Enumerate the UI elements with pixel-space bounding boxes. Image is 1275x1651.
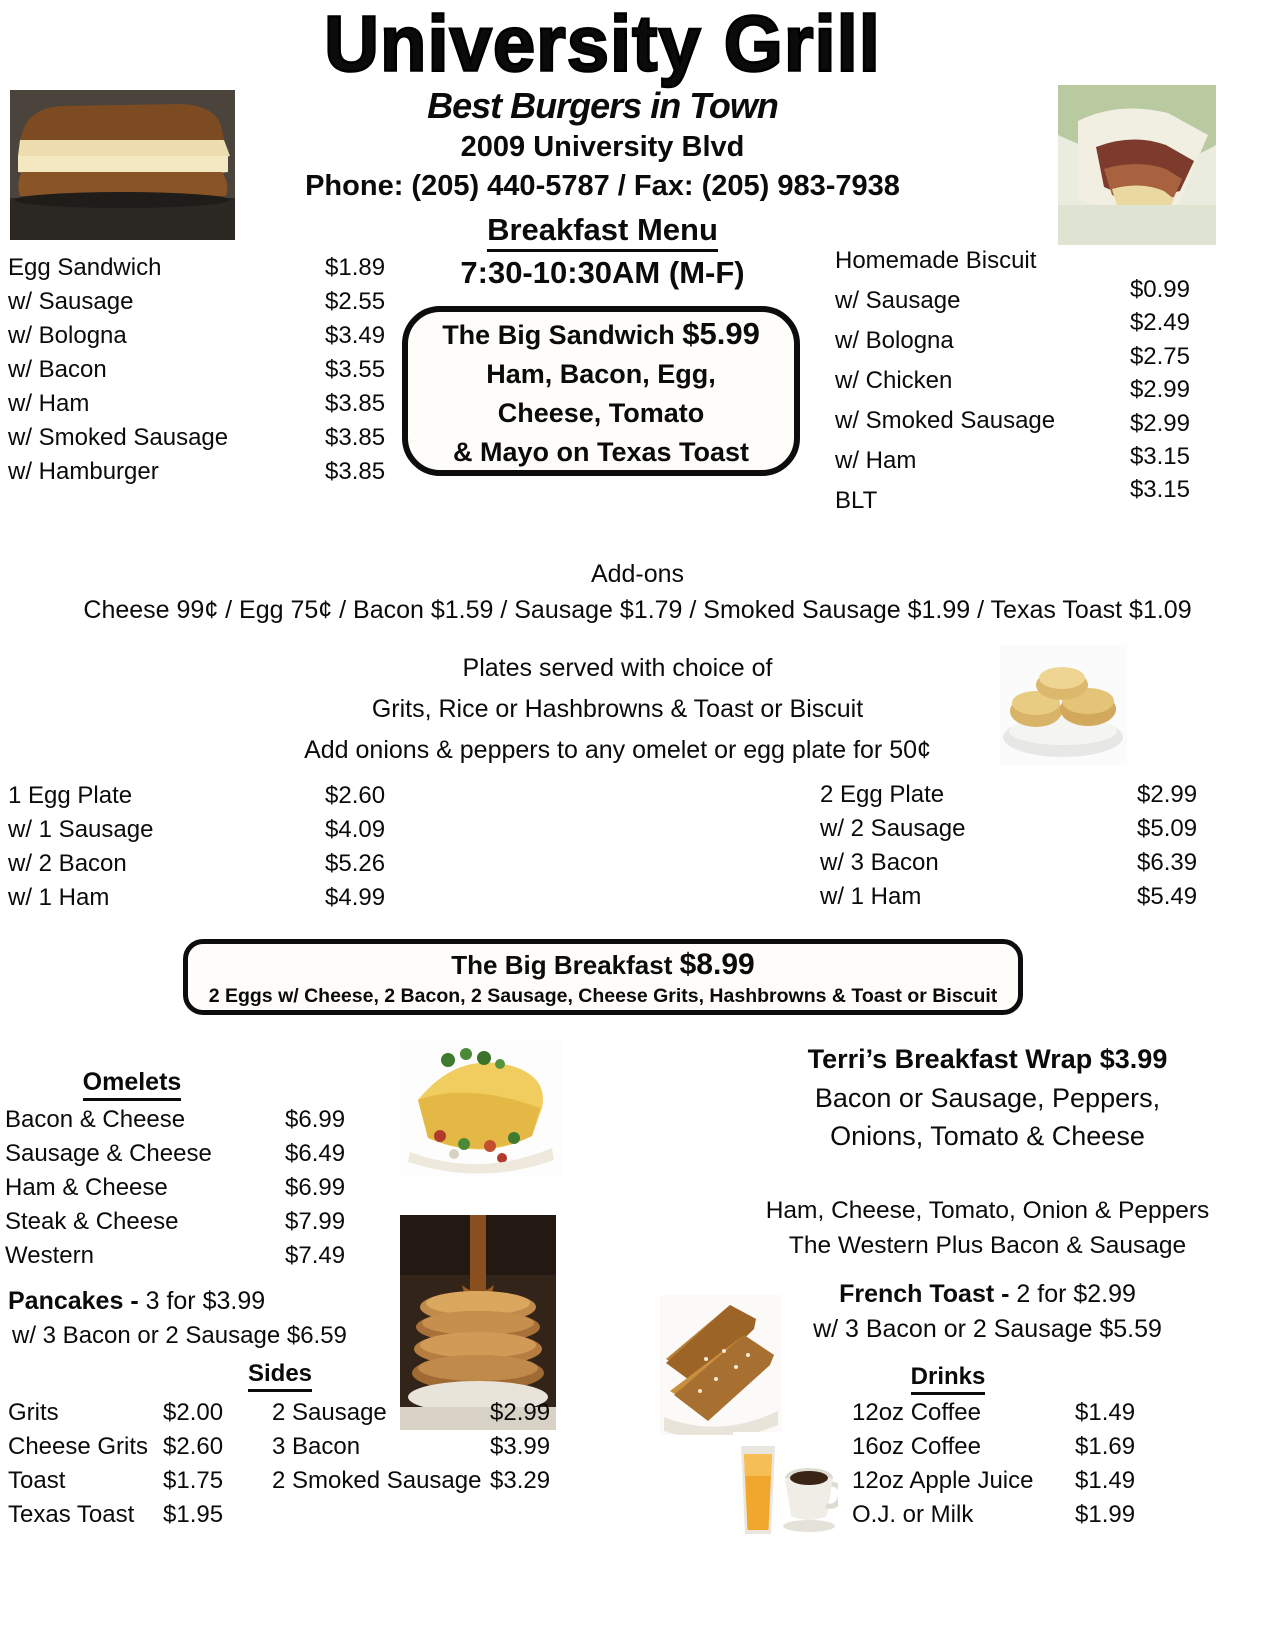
plates-note-line3: Add onions & peppers to any omelet or egg plate for 50¢ [304, 736, 931, 764]
menu-item-row [8, 1396, 233, 1430]
drinks-heading-text: Drinks [911, 1363, 986, 1395]
item-price: $3.99 [490, 1433, 551, 1460]
sides-heading [180, 1360, 380, 1392]
omelets-heading-text: Omelets [83, 1068, 182, 1101]
big-sandwich-price: $5.99 [682, 316, 760, 351]
omelets-list [5, 1103, 353, 1273]
item-price: $1.89 [325, 254, 386, 281]
menu-item-row [5, 1103, 353, 1137]
item-label: 3 Bacon [272, 1433, 361, 1460]
menu-item-row [852, 1396, 1147, 1430]
big-breakfast-price: $8.99 [679, 948, 755, 981]
item-price: $3.49 [325, 322, 386, 349]
item-label: w/ Bologna [8, 322, 127, 349]
egg-sandwich-list [8, 251, 393, 489]
french-toast-block [720, 1277, 1255, 1347]
item-price: $2.99 [1137, 781, 1198, 808]
item-label: w/ Bologna [835, 327, 954, 354]
breakfast-wrap-photo-image [1058, 85, 1216, 245]
biscuits-photo-image [1000, 645, 1127, 765]
item-label: Western [5, 1242, 94, 1269]
item-price: $3.15 [1129, 443, 1190, 471]
egg-plates-left-list [8, 779, 393, 915]
item-price: $2.99 [490, 1399, 551, 1426]
big-sandwich-desc3: & Mayo on Texas Toast [452, 437, 750, 467]
item-price: $6.39 [1137, 849, 1198, 876]
item-label: w/ 1 Ham [8, 884, 110, 911]
sides-right-list [272, 1396, 562, 1498]
drinks-list [852, 1396, 1147, 1532]
item-price: $7.99 [285, 1208, 346, 1235]
menu-item-row [272, 1396, 562, 1430]
biscuit-list-labels [835, 241, 1095, 521]
menu-item-row [820, 880, 1205, 914]
big-breakfast-desc: 2 Eggs w/ Cheese, 2 Bacon, 2 Sausage, Cheese Grits, Hashbrowns & Toast or Biscuit [208, 985, 998, 1007]
plates-note-line2: Grits, Rice or Hashbrowns & Toast or Biscuit [371, 695, 864, 723]
item-label: Cheese Grits [8, 1433, 149, 1460]
omelet-photo [400, 1040, 562, 1177]
menu-item-row [272, 1430, 562, 1464]
item-price: $4.09 [325, 816, 386, 843]
juice-and-coffee-photo [733, 1432, 838, 1542]
western-note-line2: The Western Plus Bacon & Sausage [788, 1232, 1187, 1259]
menu-item-row [5, 1171, 353, 1205]
item-price: $2.75 [1129, 342, 1190, 370]
item-label: Steak & Cheese [5, 1208, 179, 1235]
egg-sandwich-photo [10, 90, 235, 240]
item-price: $1.49 [1075, 1467, 1136, 1494]
item-price: $1.95 [163, 1501, 224, 1528]
menu-item-row [852, 1498, 1147, 1532]
item-label: 12oz Coffee [852, 1399, 981, 1426]
item-label: 2 Smoked Sausage [272, 1467, 482, 1494]
menu-item-row [820, 846, 1205, 880]
item-label: Grits [8, 1399, 59, 1426]
drinks-heading [848, 1363, 1048, 1395]
french-toast-deal: 2 for $2.99 [1016, 1280, 1136, 1308]
item-label: w/ 1 Ham [820, 883, 922, 910]
biscuit-list-prices [1098, 273, 1190, 507]
menu-item-row [852, 1464, 1147, 1498]
breakfast-wrap-photo [1058, 85, 1216, 245]
item-label: Texas Toast [8, 1501, 135, 1528]
item-price: $2.60 [325, 782, 386, 809]
menu-item-row [8, 251, 393, 285]
biscuits-photo [1000, 645, 1127, 765]
item-label: Sausage & Cheese [5, 1140, 212, 1167]
egg-sandwich-photo-image [10, 90, 235, 240]
item-price: $5.49 [1137, 883, 1198, 910]
addons-line: Cheese 99¢ / Egg 75¢ / Bacon $1.59 / Sausage $1.79 / Smoked Sausage $1.99 / Texas Toast $1.09 [83, 596, 1192, 624]
menu-item-row [5, 1239, 353, 1273]
pancakes-line [8, 1285, 265, 1317]
french-toast-line [720, 1277, 1255, 1312]
item-label: w/ Smoked Sausage [835, 407, 1056, 434]
menu-item-row [8, 455, 393, 489]
item-price: $2.60 [163, 1433, 224, 1460]
menu-item-row [852, 1430, 1147, 1464]
item-price: $3.29 [490, 1467, 551, 1494]
item-label: 2 Egg Plate [820, 781, 945, 808]
plates-note-line1: Plates served with choice of [462, 654, 773, 682]
item-label: BLT [835, 487, 878, 514]
menu-item-row [8, 881, 393, 915]
french-toast-addon: w/ 3 Bacon or 2 Sausage $5.59 [813, 1315, 1162, 1343]
egg-plates-right-list [820, 778, 1205, 914]
item-price: $2.99 [1129, 409, 1190, 437]
menu-item-row [8, 847, 393, 881]
item-price: $4.99 [325, 884, 386, 911]
item-label: w/ Smoked Sausage [8, 424, 229, 451]
menu-item-row [8, 1430, 233, 1464]
terris-wrap-line2: Onions, Tomato & Cheese [830, 1121, 1145, 1151]
juice-and-coffee-photo-image [733, 1432, 838, 1542]
item-label: O.J. or Milk [852, 1501, 974, 1528]
sides-left-list [8, 1396, 233, 1532]
terris-wrap-line1: Bacon or Sausage, Peppers, [814, 1083, 1161, 1113]
menu-item-row [5, 1137, 353, 1171]
french-toast-photo [660, 1295, 782, 1435]
item-price: $3.85 [325, 458, 386, 485]
big-sandwich-title [408, 314, 794, 355]
item-label: w/ Sausage [835, 287, 961, 314]
western-note-line1: Ham, Cheese, Tomato, Onion & Peppers [765, 1197, 1210, 1224]
big-sandwich-desc2: Cheese, Tomato [497, 398, 705, 428]
item-price: $1.69 [1075, 1433, 1136, 1460]
big-breakfast-name: The Big Breakfast [451, 950, 673, 980]
item-label: w/ Hamburger [8, 458, 159, 485]
item-price: $5.09 [1137, 815, 1198, 842]
french-toast-photo-image [660, 1295, 782, 1435]
item-label: Ham & Cheese [5, 1174, 168, 1201]
tagline: Best Burgers in Town [427, 85, 778, 126]
item-label: w/ Ham [8, 390, 90, 417]
phone-fax-line: Phone: (205) 440-5787 / Fax: (205) 983-7938 [305, 170, 900, 202]
pancakes-addon: w/ 3 Bacon or 2 Sausage $6.59 [12, 1322, 347, 1349]
page-title: University Grill [324, 0, 881, 89]
item-price: $5.26 [325, 850, 386, 877]
item-label: w/ 2 Sausage [820, 815, 966, 842]
pancakes-deal: 3 for $3.99 [145, 1287, 266, 1315]
item-price: $2.00 [163, 1399, 224, 1426]
menu-item-row [8, 319, 393, 353]
item-label: w/ 2 Bacon [8, 850, 127, 877]
menu-item-row [820, 778, 1205, 812]
item-price: $3.85 [325, 390, 386, 417]
menu-item-row [8, 813, 393, 847]
item-price: $0.99 [1129, 276, 1190, 303]
big-breakfast-title [188, 947, 1018, 983]
menu-item-row [8, 1464, 233, 1498]
item-price: $3.55 [325, 356, 386, 383]
big-sandwich-name: The Big Sandwich [442, 320, 675, 350]
big-sandwich-desc1: Ham, Bacon, Egg, [486, 359, 716, 389]
item-label: 12oz Apple Juice [852, 1467, 1034, 1494]
item-price: $1.49 [1075, 1399, 1136, 1426]
menu-item-row [820, 812, 1205, 846]
sides-heading-text: Sides [248, 1360, 312, 1392]
item-label: 1 Egg Plate [8, 782, 133, 809]
western-note-block [720, 1193, 1255, 1263]
item-label: w/ Bacon [8, 356, 107, 383]
item-label: w/ Chicken [835, 367, 953, 394]
item-price: $7.49 [285, 1242, 346, 1269]
menu-item-row [5, 1205, 353, 1239]
item-label: w/ 3 Bacon [820, 849, 939, 876]
addons-heading: Add-ons [590, 560, 685, 588]
terris-wrap-block [720, 1040, 1255, 1155]
item-price: $2.99 [1129, 376, 1190, 404]
big-sandwich-box [402, 306, 800, 476]
menu-item-row [8, 1498, 233, 1532]
menu-item-row [8, 421, 393, 455]
item-price: $2.49 [1129, 309, 1190, 337]
big-breakfast-box [183, 939, 1023, 1015]
item-price: $6.99 [285, 1174, 346, 1201]
address-line: 2009 University Blvd [460, 131, 745, 163]
item-label: w/ Ham [835, 447, 917, 474]
item-label: Homemade Biscuit [835, 247, 1037, 274]
terris-wrap-title: Terri’s Breakfast Wrap $3.99 [807, 1044, 1168, 1074]
menu-item-row [272, 1464, 562, 1498]
item-price: $1.75 [163, 1467, 224, 1494]
item-price: $3.15 [1129, 476, 1190, 504]
menu-title-text: Breakfast Menu [487, 212, 718, 252]
plates-note [150, 648, 1085, 771]
omelets-heading [0, 1068, 264, 1101]
french-toast-name: French Toast - [839, 1280, 1017, 1308]
item-label: Toast [8, 1467, 66, 1494]
item-label: w/ Sausage [8, 288, 134, 315]
item-price: $2.55 [325, 288, 386, 315]
omelet-photo-image [400, 1040, 562, 1177]
item-price: $3.85 [325, 424, 386, 451]
menu-item-row [8, 387, 393, 421]
pancakes-name: Pancakes - [8, 1287, 146, 1315]
item-label: 16oz Coffee [852, 1433, 981, 1460]
item-price: $6.49 [285, 1140, 346, 1167]
item-price: $1.99 [1075, 1501, 1136, 1528]
menu-item-row [8, 285, 393, 319]
item-label: 2 Sausage [272, 1399, 387, 1426]
hours-line: 7:30-10:30AM (M-F) [460, 254, 745, 290]
menu-item-row [8, 779, 393, 813]
item-label: Bacon & Cheese [5, 1106, 186, 1133]
item-price: $6.99 [285, 1106, 346, 1133]
item-label: Egg Sandwich [8, 254, 162, 281]
menu-item-row [8, 353, 393, 387]
item-label: w/ 1 Sausage [8, 816, 154, 843]
